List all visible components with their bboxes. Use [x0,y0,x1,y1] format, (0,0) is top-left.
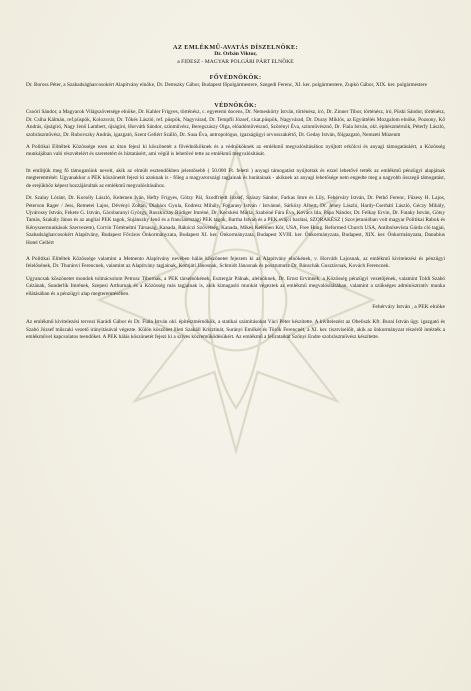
closing-paragraph: Az emlékmű kivitelezési tervezi Karádi Gábor és Dr. Fiala István okl. építészmérnökök, a statikai számításokat Váci Péter készítette. A kivitelezést az Obeliszk Kft. Burai István ügy. igazgató és Szabó József műszaki vezető irányításával végezte. Külön köszönet illeti Szakáll Krisztinát, Surányi Emőkét és Török Ferencnét, a XI. ker. tisztviselőit, akik az önkormányzat részéről intézték a emlékművel kapcsolatos teendőket. A PEK hálás köszönetét fejezi ki a szives közreműködésükért. Az emlékmű a felirataikat Szőnyi Endre szobrászművész készítette. [26,319,445,341]
patrons-text: Dr. Boross Péter, a Szabadságharcosokért Alapítvány elnöke, Dr. Demszky Gábor, Budapest főpolgármestere, Szegedi Ferenc, XI. ker. polgármestere, Zupkó Gábor, XIX. ker. polgármestere [26,81,427,88]
honorary-president-name: Dr. Orbán Viktor, [214,51,257,58]
signature: Fehérváry István , a PEK elnöke [372,303,445,310]
honorary-president-title: AZ EMLÉKMŰ-AVATÁS DÍSZELNÖKE: [172,44,299,51]
patrons-title: FŐVÉDNÖKÖK: [209,74,262,82]
sponsors-title: VÉDNÖKÖK: [214,102,257,110]
supporters-list-paragraph: Dr. Szalay Lóránt, Dr. Korsély László, Kelemen Iván, Hefty Frigyes, Götzy Pál, Szodfriedt József, Szászy Sándor, Farkas Imre és Lily, Fehérváry István, Dr. Pethő Ferenc, Füzesy H. Lajos, Peterson Rager / Jess, Remetei Lajos, Dévényi Zoltán, Diabács Gyula, Endresz Mihály, Fogarasy István / Istvánné, Sárközy Albert, Dr. Jeney László, Hardy-Cserháti László, Géczy Mihály, Ujvárossy István, Fekete G. István, Gácsbaranyi György, Ruszkiczay Rüdiger Imréné, Dr. Kecskési Mária, Szabóné Fára Éva, Kovács Ida, Pápa Nándor, Dr. Felkay Ervin, Dr. Futaky István, Götsy Tamás, Szakály János és az angliai PEK tagok, Sujánszky Jenő és a franciaországi PEK tagok, Bartha István és a PEK svájci barátai, SZORAKÉSZ ( Szovjetunióban volt magyar Politikai Rabok és Kényszermunkások Szervezete), Corvin Történelmi Társaság, Kanada, Rákóczi Szövetség, Kanada, Mikes Kelemen Kör, USA, Free Hung. Reformed Church USA, Antibolsevista Gárda cló tagjai, Szabadságharcosokért Alapítvány, Budapest Főváros Önkormányzata, Budapest XI. ker. Önkormányzata, Budapest XVIII. ker. Önkormányzata, Budapest, XIX. ker. Önkormányzata, Danubius Hotel Gellért [26,195,445,246]
members-thanks-paragraph: Ugyancsak köszönetet mondok tolmácsolom Petrusz Tibornak, a PEK társelnökének, Esztergár Pálnak, alelnöknek, Dr. Ernst Ervinnek, a Közösség pénzügyi vezetőjének, valamint Toldi Szabó Gézának, Sunderlik Imrének, Szepesi Arthurnak és a Közösség más tagjainak is, akik kimagasló munkát végeztek az emlékmű megvalósításában, valamint a szükséges adminisztratív munka ellátásában és a pénzügyi alap megteremtésében. [26,275,445,297]
supporters-intro-paragraph: Itt említjük meg fő támogatóink neveit, akik az elmúlt esztendőkben jelentősebb ( 50.000 Ft. feletti ) anyagi támogatást nyújtottak és ezzel lehetővé tették az emlékmű pénzügyi alapjának megteremtését. Ugyanakkor a PEK köszönetét fejezi ki azoknak is - főleg a magyarországi tagjainak és barátainak - akiknek az anyagi lehetősége nem engedte meg a nagyobb összegű támogatást, de erejükhöz képest hozzájárultak az emlékmű megvalósításához. [26,167,445,189]
honorary-president-role: a FIDESZ - MAGYAR POLGÁRI PÁRT ELNÖKE [177,58,294,65]
thanks-paragraph: A Politikai Elítéltek Közössége ezen az úton fejezi ki köszönetét a fővédnököknek és a védnököknek az emlékmű megvalósításához nyújtott erkölcsi és anyagi támogatásáért, a Közösség munkájában való részvételért és szeretetért és bíztatásért, ami végül is lehetővé tette az emlékmű megvalósítását. [26,144,445,158]
foundation-thanks-paragraph: A Politikai Elítéltek Közössége valamint a Memento Alapítvány nevében hálás köszönetet fejezem ki az Alapítvány elnökének, v. Horváth Lajosnak, az emlékmű kivitelezési és pénzügyi felelősének, Dr. Thuránvi Ferencnek, valamint az Alapítvány tagjainak, Komjáti Jánosnak, Schmidt Jánosnak és posztumusz Dr. Bánschák Gusztávnak, Kovách Ferencnek. [26,255,445,270]
document-body [26,44,445,342]
sponsors-text: Csoóri Sándor, a Magyarok Világszövetsége elnöke, Dr. Kahler Frigyes, történész, c. egyetemi docens, Dr. Nemeskürty István, történész, író, Dr. Zinner Tibor, történész, író, Püski Sándor, történész, Dr. Csíha Kálmán, ref.püspök, Kolozsvár, Dr. Tőkés László, ref. püspök, Nagyvárad, Dr. Tempfli József, r.kat.püspök, Nagyvárad, Dr. Duray Miklós, az Együttélés Mozgalom elnöke, Pozsony, Kő András, újságíró, Nagy Jenő Lambert, újságíró, Horváth Sándor, színművész, Beregszászy Olga, előadóművésznő, Szörényi Éva, színművésznő, Dr. Fiala István, okl. építészmérnök, Péterfy László, szobrászművész, Dr. Rubovszky András, igazgató, Szent Gellért Szálló, Dr. Susa Éva, antropológus, igazságügyi orvosszakértő, Dr. Geday István, főigazgató, Nemzeti Múzeum [26,109,445,138]
